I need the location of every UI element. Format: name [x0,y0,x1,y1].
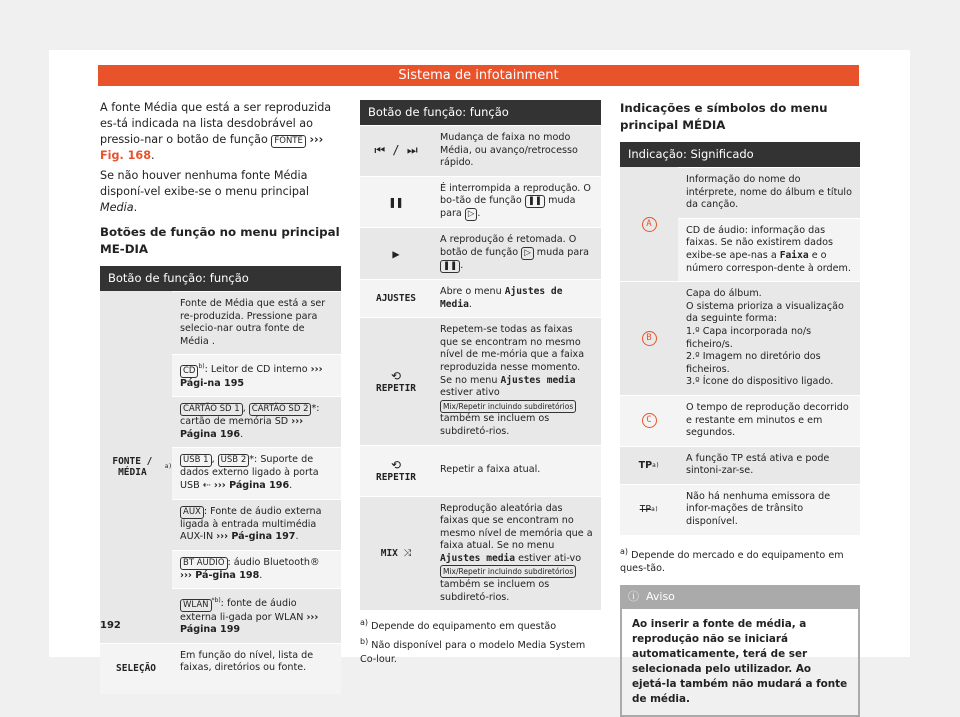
indicator-c-badge: C [642,413,657,428]
skip-back-forward-icon: ⏮ / ⏭ [374,143,418,158]
media-emphasis: Media [100,201,134,214]
table-row [360,496,601,611]
row-text: Mudança de faixa no modo Média, ou avanço/retrocesso rápido. [432,126,601,176]
table-row [620,484,860,535]
no-tp-cell [620,485,678,535]
paragraph-text: Se não houver nenhuma fonte Média disponí-vel exibe-se o menu principal [100,169,309,198]
section-heading: Botões de função no menu principal ME-DIA [100,225,340,256]
row-text: Fonte de Média que está a ser re-produzida. Pressione para selecio-nar outra fonte de Média . [172,292,341,354]
skip-icons-cell [360,126,432,176]
footnote-mark: a) [164,463,172,471]
play-icon: ▷ [521,247,534,260]
row-text: A reprodução é retomada. O botão de função [440,234,577,258]
table-row: CARTÃO SD 1 , CARTÃO SD 2 *: cartão de memória SD ››› Página 196. [172,396,341,447]
page-reference[interactable]: Pági-na 195 [180,377,245,389]
column-right [620,100,860,717]
mix-cell [360,497,432,611]
row-text: Não há nenhuma emissora de infor-mações de trânsito disponível. [678,485,860,535]
mix-label: MIX [380,547,398,559]
usb-icon: ⇠ [202,479,211,491]
row-text: É interrompida a reprodução. O bo-tão de função [440,182,591,207]
fonte-rows [172,291,341,643]
table-row: WLAN $^{*b)}$: fonte de áudio externa li-gada por WLAN ››› Página 199 [172,588,341,642]
row-text: : Fonte de áudio externa ligada à entrada multimédia AUX-IN [180,505,322,543]
indicator-b-cell [620,282,678,395]
page-number: 192 [100,620,121,631]
footnote-mark: a) [652,461,660,469]
table-row [100,643,341,694]
table-row [172,291,341,354]
fonte-label: FONTE / MÉDIA [112,455,153,478]
row-text: Repetem-se todas as faixas que se encontram no mesmo nível de me-mória que a faixa reproduzida nesse momento. Se no menu [440,324,585,386]
row-text: Capa do álbum. [686,288,762,300]
row-text: Informação do nome do intérprete, nome do álbum e título da canção. [678,168,860,218]
repeat-icon: ⟲ [390,368,402,383]
row-text: e o número correspon-dente à ordem. [686,249,851,274]
bt-audio-button: BT AUDIO [180,557,228,570]
indicator-b-badge: B [642,331,657,346]
indicator-c-cell [620,396,678,446]
page-header: Sistema de infotainment [98,65,859,86]
row-text: muda para [440,195,576,220]
fonte-label-cell [100,291,172,643]
footnote [620,545,860,575]
menu-name: Ajustes media [440,552,516,564]
tp-label: TP [638,459,653,471]
footnote-mark: b) [198,363,205,371]
row-text: Em função do nível, lista de faixas, diretórios ou fonte. [172,644,341,694]
table-row [360,125,601,176]
table-row: ❚❚ É interrompida a reprodução. O bo-tão de função ❚❚ muda para ▷ . [360,176,601,228]
table-row [620,281,860,395]
arrow-icon: ››› [309,133,324,146]
indicator-a-cell [620,167,678,281]
table-row [360,317,601,444]
footnote-text: Depende do mercado e do equipamento em ques-tão. [620,549,844,574]
row-text: A função TP está ativa e pode sintoni-zar-se. [678,447,860,484]
page-reference[interactable]: Página 196 [180,428,241,440]
selecao-label: SELEÇÃO [115,663,157,675]
indicator-a-badge: A [642,217,657,232]
repeat-one-cell [360,446,432,496]
row-text: *: cartão de memória SD [180,403,320,428]
play-icon-cell [360,228,432,279]
wlan-button: WLAN [180,599,212,612]
table-row [678,218,860,281]
fonte-button: FONTE [271,135,306,148]
notice-body: Ao inserir a fonte de média, a reprodução não se iniciará automaticamente, terá de ser selecionada pelo utilizador. Ao ejetá-la também não mudará a fonte de média. [620,609,860,717]
row-text: 1.º Capa incorporada no/s ficheiro/s. [686,325,812,350]
info-icon: ⓘ [628,589,639,603]
table-row [620,395,860,446]
page-reference[interactable]: Página 196 [229,479,290,491]
row-text: Abre o menu [440,285,505,297]
page-reference[interactable]: Página 199 [180,624,241,636]
column-middle [360,100,601,666]
table-header: Indicação: Significado [620,142,860,167]
row-text: Repetir a faixa atual. [432,446,601,496]
table-row [360,445,601,496]
section-heading: Indicações e símbolos do menu principal MÉDIA [620,101,828,132]
pause-icon: ❚❚ [440,260,460,273]
repetir-label: REPETIR [375,382,417,394]
figure-reference[interactable]: Fig. 168 [100,149,151,162]
ajustes-label: AJUSTES [375,293,417,305]
play-icon: ▶ [392,246,400,261]
row-text: também se incluem os subdiretó-rios. [440,579,550,603]
row-text: O tempo de reprodução decorrido e restante em minutos e em segundos. [678,396,860,446]
tp-cell [620,447,678,484]
ajustes-cell [360,280,432,317]
faixa-label: Faixa [779,249,809,261]
menu-name: Ajustes de Media [440,285,563,310]
page-reference[interactable]: Pá-gina 198 [195,569,260,581]
page-reference[interactable]: Pá-gina 197 [231,531,296,543]
table-row: BT AUDIO : áudio Bluetooth® ››› Pá-gina 198. [172,550,341,589]
row-text: : Leitor de CD interno [204,364,311,376]
menu-name: Ajustes media [500,374,576,386]
footnote-text: Depende do equipamento em questão [371,621,557,633]
table-row: ▶ A reprodução é retomada. O botão de função ▷ muda para ❚❚ . [360,227,601,279]
row-text: : áudio Bluetooth® [227,556,320,568]
usb2-button: USB 2 [218,454,250,467]
footnote-mark: a) [360,618,369,628]
repeat-all-cell [360,318,432,444]
table-row [678,167,860,218]
pause-icon: ❚❚ [388,195,404,210]
play-icon: ▷ [465,208,478,221]
footnote-text: Não disponível para o modelo Media System Co-lour. [360,640,586,665]
row-text: *: Suporte de dados externo ligado à porta USB [180,454,319,491]
table-row: USB 1 , USB 2 *: Suporte de dados externo ligado à porta USB ⇠ ››› Página 196. [172,447,341,498]
usb1-button: USB 1 [180,454,212,467]
notice-header [620,585,860,609]
footnote-mark: a) [620,546,629,556]
cd-button: CD [180,365,198,378]
shuffle-icon: ⤨ [403,547,412,559]
footnote [360,635,601,665]
footnote-mark: *b) [211,597,221,605]
mix-repeat-option: Mix/Repetir incluindo subdiretórios [440,565,576,578]
row-text: estiver ati-vo [515,552,582,564]
fonte-group [100,291,341,643]
column-left [100,100,341,694]
row-text: estiver ativo [440,387,500,399]
row-text: CD de áudio: informação das faixas. Se não existirem dados exibe-se ape-nas a [686,224,833,261]
mix-repeat-option: Mix/Repetir incluindo subdiretórios [440,400,576,413]
sd2-button: CARTÃO SD 2 [249,403,312,416]
table-row: CD $^{b)}$: Leitor de CD interno ››› Pági-na 195 [172,354,341,396]
aux-button: AUX [180,506,204,519]
row-text: também se incluem os subdiretó-rios. [440,413,550,437]
row-text: O sistema prioriza a visualização da seguinte forma: [686,300,844,325]
sd1-button: CARTÃO SD 1 [180,403,243,416]
repeat-one-icon: ⟲ [390,458,402,472]
paragraph-media: Se não houver nenhuma fonte Média disponí-vel exibe-se o menu principal Media. [100,169,309,214]
pause-icon-cell [360,177,432,228]
row-text: 2.º Imagem no diretório dos ficheiros. [686,351,821,375]
row-text: 3.º Ícone do dispositivo ligado. [686,376,834,388]
table-header: Botão de função: função [360,100,601,125]
pause-icon: ❚❚ [525,195,545,208]
table-row: AJUSTES Abre o menu Ajustes de Media. [360,279,601,317]
row-text: muda para [533,246,590,258]
table-header: Botão de função: função [100,266,341,291]
table-row: AUX : Fonte de áudio externa ligada à entrada multimédia AUX-IN ››› Pá-gina 197. [172,499,341,550]
indicator-a-group [620,167,860,281]
selecao-label-cell [100,644,172,694]
table-row [620,446,860,484]
paragraph-fonte: A fonte Média que está a ser reproduzida es-tá indicada na lista desdobrável ao pressio-nar o botão de função FONTE ››› Fig. 168. [100,101,332,162]
repetir-label: REPETIR [375,472,417,483]
row-text: Reprodução aleatória das faixas que se encontram no mesmo nível de memória que a faixa atual. Se no menu [440,502,593,552]
row-text: : fonte de áudio externa li-gada por WLAN [180,598,307,623]
footnote [360,616,601,633]
paragraph-text: A fonte Média que está a ser reproduzida es-tá indicada na lista desdobrável ao pressio-nar o botão de função [100,101,332,146]
notice-title: Aviso [646,589,675,603]
footnote-mark: a) [651,506,659,514]
footnote-mark: b) [360,637,369,647]
tp-off-icon: TP [639,504,652,516]
